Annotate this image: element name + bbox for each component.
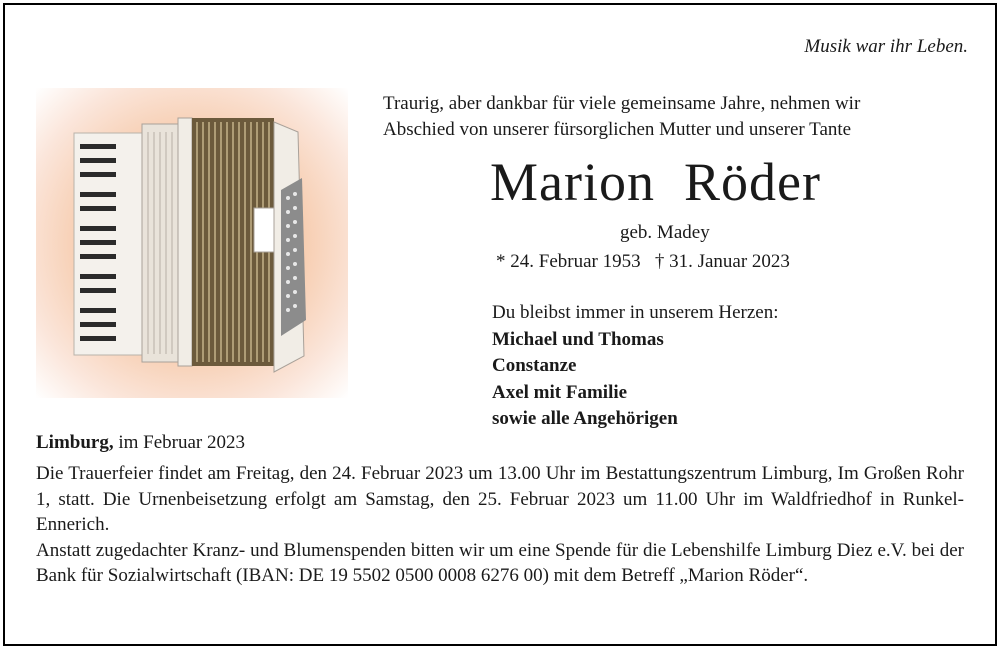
accordion-illustration xyxy=(36,88,348,398)
place-and-date xyxy=(36,432,245,454)
life-dates: * 24. Februar 1953 † 31. Januar 2023 xyxy=(496,251,790,272)
place-date: im Februar 2023 xyxy=(118,432,246,453)
funeral-details: Die Trauerfeier findet am Freitag, den 24. Februar 2023 um 13.00 Uhr im Bestattungszentrum Limburg, Im Großen Rohr 1, statt. Die Urnenbeisetzung erfolgt am Samstag, den 25. Februar 2023 um 11.00 Uhr im Waldfriedhof in Runkel-Ennerich. xyxy=(36,463,964,535)
motto: Musik war ihr Leben. xyxy=(804,36,968,57)
mourner-name: Axel mit Familie xyxy=(492,381,628,403)
accordion-image xyxy=(36,88,348,398)
mourners-block xyxy=(492,300,779,433)
mourner-name: sowie alle Angehörigen xyxy=(492,408,678,429)
intro-line: Traurig, aber dankbar für viele gemeinsame Jahre, nehmen wir xyxy=(383,93,861,114)
intro-line: Abschied von unserer fürsorglichen Mutter und unserer Tante xyxy=(383,119,852,140)
donation-request: Anstatt zugedachter Kranz- und Blumenspenden bitten wir um eine Spende für die Lebenshilfe Limburg Diez e.V. bei der Bank für Sozialwirtschaft (IBAN: DE 19 5502 0500 0008 6276 00) mit dem Betreff „Marion Röder“. xyxy=(36,539,964,586)
birth-name: geb. Madey xyxy=(620,222,710,243)
mourner-name: Constanze xyxy=(492,355,577,376)
funeral-info xyxy=(36,461,964,589)
mourner-name: Michael und Thomas xyxy=(492,328,664,350)
deceased-name: Marion Röder xyxy=(490,152,821,212)
mourners-intro: Du bleibst immer in unserem Herzen: xyxy=(492,302,779,323)
place-city: Limburg, xyxy=(36,432,114,453)
intro-text xyxy=(383,91,968,143)
